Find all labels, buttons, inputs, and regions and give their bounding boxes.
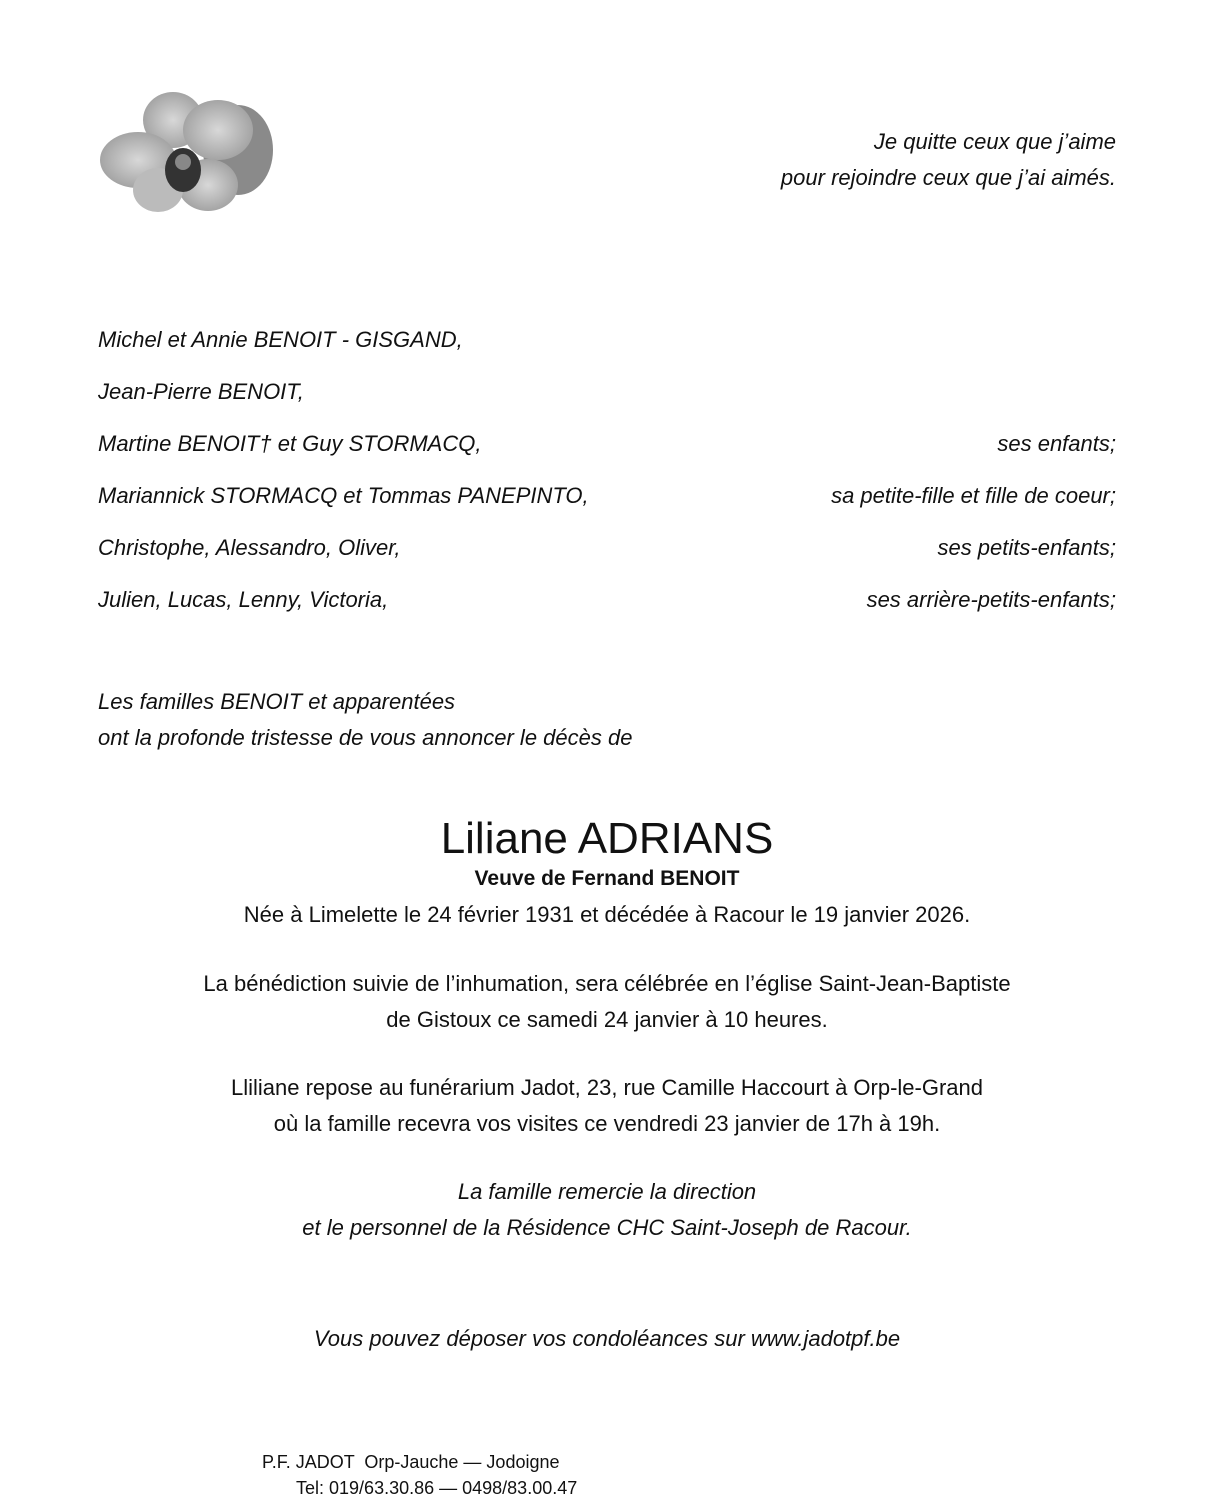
visitation-line-2: où la famille recevra vos visites ce vendredi 23 janvier de 17h à 19h.	[273, 1111, 941, 1136]
family-relation: sa petite-fille et fille de coeur;	[831, 483, 1116, 508]
condolences: Vous pouvez déposer vos condoléances sur www.jadotpf.be	[313, 1326, 901, 1351]
family-relation: ses arrière-petits-enfants;	[866, 587, 1116, 612]
ceremony-line-1: La bénédiction suivie de l’inhumation, sera célébrée en l’église Saint-Jean-Baptiste	[203, 971, 1011, 996]
footer-company: P.F. JADOT Orp-Jauche — Jodoigne	[262, 1452, 560, 1472]
thanks	[0, 1174, 1214, 1246]
announcement-line-2: ont la profonde tristesse de vous annoncer le décès de	[98, 725, 633, 750]
announcement	[98, 684, 632, 756]
family-names: Mariannick STORMACQ et Tommas PANEPINTO,	[98, 483, 589, 508]
family-row	[98, 426, 1116, 462]
visitation	[0, 1070, 1214, 1142]
orchid-icon	[98, 80, 276, 235]
family-row	[98, 374, 1116, 410]
orchid-image	[98, 80, 276, 235]
family-names: Christophe, Alessandro, Oliver,	[98, 535, 401, 560]
family-names: Martine BENOIT† et Guy STORMACQ,	[98, 431, 482, 456]
deceased-subtitle: Veuve de Fernand BENOIT	[474, 867, 740, 890]
family-row	[98, 582, 1116, 618]
quote-line-1: Je quitte ceux que j’aime	[873, 129, 1116, 154]
family-row	[98, 530, 1116, 566]
footer	[252, 1423, 577, 1501]
announcement-line-1: Les familles BENOIT et apparentées	[98, 689, 456, 714]
birth-death: Née à Limelette le 24 février 1931 et décédée à Racour le 19 janvier 2026.	[243, 902, 971, 927]
ceremony	[0, 966, 1214, 1038]
ceremony-line-2: de Gistoux ce samedi 24 janvier à 10 heures.	[386, 1007, 828, 1032]
family-names: Julien, Lucas, Lenny, Victoria,	[98, 587, 389, 612]
thanks-line-2: et le personnel de la Résidence CHC Saint-Joseph de Racour.	[302, 1215, 912, 1240]
visitation-line-1: Lliliane repose au funérarium Jadot, 23, rue Camille Haccourt à Orp-le-Grand	[230, 1075, 984, 1100]
deceased-name: Liliane ADRIANS	[440, 814, 774, 863]
family-names: Jean-Pierre BENOIT,	[98, 379, 304, 404]
family-row	[98, 478, 1116, 514]
family-names: Michel et Annie BENOIT - GISGAND,	[98, 327, 463, 352]
family-relation: ses enfants;	[997, 431, 1116, 456]
quote-line-2: pour rejoindre ceux que j’ai aimés.	[780, 165, 1116, 190]
footer-phone: Tel: 019/63.30.86 — 0498/83.00.47	[296, 1478, 578, 1498]
family-relation: ses petits-enfants;	[937, 535, 1116, 560]
quote	[781, 124, 1116, 196]
family-row	[98, 322, 1116, 358]
thanks-line-1: La famille remercie la direction	[457, 1179, 757, 1204]
